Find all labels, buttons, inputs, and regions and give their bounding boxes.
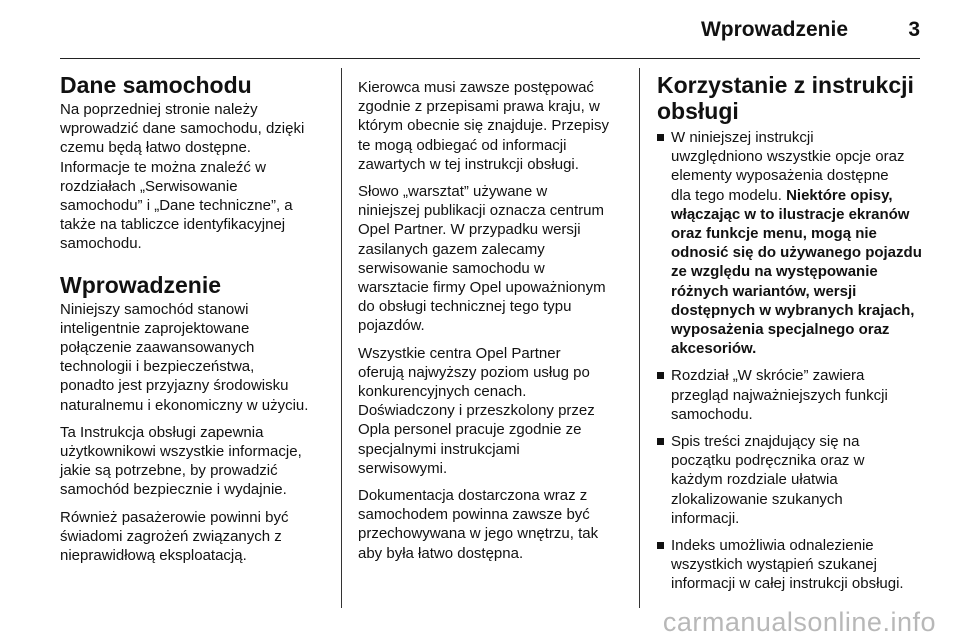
header-divider bbox=[60, 58, 920, 59]
paragraph: Kierowca musi zawsze postępować zgodnie z przepisami prawa kraju, w którym obecnie się znajduje. Przepisy te mogą odbiegać od informacji zawartych w tej instrukcji obsługi. bbox=[358, 79, 609, 173]
section-heading-korzystanie: Korzystanie z instrukcji obsługi bbox=[657, 72, 914, 124]
paragraph: Ta Instrukcja obsługi zapewnia użytkownikowi wszystkie informacje, jakie są potrzebne, by prowadzić samochód bezpiecznie i wydajnie. bbox=[60, 423, 302, 499]
paragraph: Niniejszy samochód stanowi inteligentnie zaprojektowane połączenie zaawansowanych technologii i bezpieczeństwa, ponadto jest przyjazny środowisku naturalnemu i ekonomiczny w użyciu. bbox=[60, 300, 309, 414]
bullet-square-icon bbox=[657, 438, 664, 445]
paragraph: Dokumentacja dostarczona wraz z samochodem powinna zawsze być przechowywana w jego wnętrzu, tak aby była łatwo dostępna. bbox=[358, 487, 599, 562]
page-header bbox=[60, 0, 920, 58]
column-2 bbox=[358, 78, 630, 571]
bullet-square-icon bbox=[657, 372, 664, 379]
list-item bbox=[657, 536, 925, 594]
list-item bbox=[657, 128, 925, 358]
section-heading-wprowadzenie: Wprowadzenie bbox=[60, 271, 222, 298]
page-number: 3 bbox=[908, 18, 920, 41]
header-title: Wprowadzenie bbox=[700, 18, 848, 41]
column-divider-1 bbox=[341, 68, 342, 608]
column-1 bbox=[60, 72, 332, 573]
list-item bbox=[657, 366, 925, 424]
list-item-text: Rozdział „W skrócie” zawiera przegląd najważniejszych funkcji samochodu. bbox=[671, 367, 888, 423]
list-item-text: Indeks umożliwia odnalezienie wszystkich wystąpień szukanej informacji w całej instrukcji obsługi. bbox=[671, 537, 904, 593]
watermark: carmanualsonline.info bbox=[662, 607, 936, 637]
bullet-square-icon bbox=[657, 542, 664, 549]
list-item-text: Spis treści znajdujący się na początku podręcznika oraz w każdym rozdziale ułatwia zlokalizowanie szukanych informacji. bbox=[671, 433, 865, 527]
paragraph: Wszystkie centra Opel Partner oferują najwyższy poziom usług po konkurencyjnych cenach. Doświadczony i przeszkolony przez Opla personel pracuje zgodnie ze specjalnymi instrukcjami serwisowymi. bbox=[358, 344, 595, 477]
paragraph: Słowo „warsztat” używane w niniejszej publikacji oznacza centrum Opel Partner. W przypadku wersji zasilanych gazem zalecamy serwisowanie samochodu w warsztacie firmy Opel upoważnionym do obsługi technicznej tego typu pojazdów. bbox=[358, 183, 606, 335]
paragraph: Na poprzedniej stronie należy wprowadzić dane samochodu, dzięki czemu będą łatwo dostępne. Informacje te można znaleźć w rozdziałach „Serwisowanie samochodu” i „Dane techniczne”, a także na tabliczce identyfikacyjnej samochodu. bbox=[60, 101, 305, 253]
bullet-list bbox=[657, 128, 925, 594]
column-divider-2 bbox=[639, 68, 640, 608]
bullet-square-icon bbox=[657, 134, 664, 141]
section-heading-dane-samochodu: Dane samochodu bbox=[60, 72, 252, 98]
list-item bbox=[657, 432, 925, 528]
list-item-text: W niniejszej instrukcji uwzględniono wszystkie opcje oraz elementy wyposażenia dostępne dla tego modelu. bbox=[671, 129, 905, 204]
list-item-bold-text: Niektóre opisy, włączając w to ilustracje ekranów oraz funkcje menu, mogą nie odnosić się do używanego pojazdu ze względu na występowanie różnych wariantów, wersji dostępnych w wybranych krajach, wyposażenia specjalnego oraz akcesoriów. bbox=[671, 186, 922, 358]
column-3 bbox=[657, 72, 925, 602]
paragraph: Również pasażerowie powinni być świadomi zagrożeń związanych z nieprawidłową eksploatacją. bbox=[60, 508, 289, 565]
